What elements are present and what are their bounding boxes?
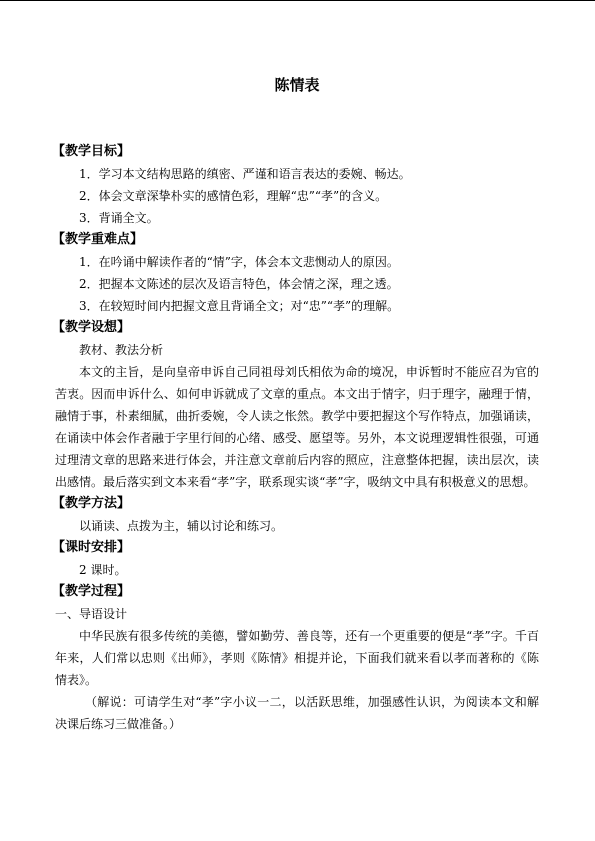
section-heading-keypoints: 【教学重难点】 (52, 232, 144, 247)
design-subheading: 教材、教法分析 (79, 343, 164, 357)
process-step-title: 一、导语设计 (55, 607, 128, 621)
keypoint-item: 3．在较短时间内把握文意且背诵全文；对“忠”“孝”的理解。 (79, 299, 400, 313)
method-text: 以诵读、点拨为主，辅以讨论和练习。 (79, 519, 284, 533)
section-heading-method: 【教学方法】 (52, 496, 131, 511)
goal-item: 3．背诵全文。 (79, 211, 159, 225)
keypoint-item: 1．在吟诵中解读作者的“情”字，体会本文悲恻动人的原因。 (79, 255, 399, 269)
keypoint-item: 2．把握本文陈述的层次及语言特色，体会情之深，理之透。 (79, 277, 399, 291)
goal-item: 1．学习本文结构思路的缜密、严谨和语言表达的委婉、畅达。 (79, 167, 411, 181)
top-border-line (0, 0, 595, 1)
design-paragraph: 本文的主旨，是向皇帝申诉自己同祖母刘氏相依为命的境况，申诉暂时不能应召为官的苦衷。因而申诉什么、如何申诉就成了文章的重点。本文出于情字，归于理字，融理于情，融情于事，朴素细腻，曲折委婉，令人读之怅然。教学中要把握这个写作特点，加强诵读，在诵读中体会作者融于字里行间的心绪、感受、愿望等。另外，本文说理逻辑性很强，可通过理清文章的思路来进行体会，并注意文章前后内容的照应，注意整体把握，读出层次，读出感情。最后落实到文本来看“孝”字，联系现实谈“孝”字，吸纳文中具有积极意义的思想。 (55, 365, 539, 489)
process-step-paragraph: 中华民族有很多传统的美德，譬如勤劳、善良等，还有一个更重要的便是“孝”字。千百年来，人们常以忠则《出师》，孝则《陈情》相提并论，下面我们就来看以孝而著称的《陈情表》。 (55, 629, 539, 687)
document-title: 陈情表 (274, 76, 320, 94)
section-heading-process: 【教学过程】 (52, 584, 131, 599)
schedule-text: 2 课时。 (79, 563, 127, 577)
section-heading-schedule: 【课时安排】 (52, 540, 131, 555)
document-body (52, 141, 539, 735)
section-heading-design: 【教学设想】 (52, 320, 131, 335)
process-step-note: （解说：可请学生对“孝”字小议一二，以活跃思维，加强感性认识，为阅读本文和解决课后练习三做准备。） (55, 695, 539, 731)
section-heading-goals: 【教学目标】 (52, 144, 131, 159)
goal-item: 2．体会文章深挚朴实的感情色彩，理解“忠”“孝”的含义。 (79, 189, 388, 203)
